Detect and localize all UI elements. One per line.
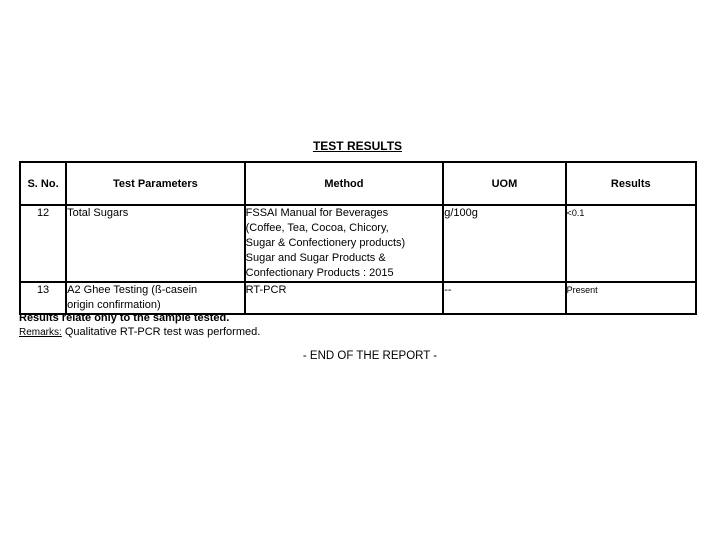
end-of-report: - END OF THE REPORT - <box>302 350 438 362</box>
method-line: (Coffee, Tea, Cocoa, Chicory, <box>245 222 389 234</box>
parameter-line: A2 Ghee Testing (ß-casein <box>67 284 198 296</box>
results-table <box>19 161 697 315</box>
method-line: RT-PCR <box>245 284 287 296</box>
cell-parameter <box>66 205 245 282</box>
report-title: TEST RESULTS <box>312 139 403 153</box>
method-line: Confectionary Products : 2015 <box>245 267 394 279</box>
col-header-parameters: Test Parameters <box>66 162 245 205</box>
cell-parameter <box>66 282 245 314</box>
cell-method <box>245 205 444 282</box>
remarks-text: Qualitative RT-PCR test was performed. <box>61 326 261 338</box>
cell-uom: -- <box>443 282 565 314</box>
table-row <box>20 205 696 282</box>
results-note: Results relate only to the sample tested. <box>19 312 230 324</box>
cell-method <box>245 282 444 314</box>
table-row <box>20 282 696 314</box>
col-header-results: Results <box>566 162 696 205</box>
cell-sno: 12 <box>20 205 66 282</box>
parameter-line: Total Sugars <box>67 207 129 219</box>
col-header-uom: UOM <box>443 162 565 205</box>
cell-sno: 13 <box>20 282 66 314</box>
col-header-method: Method <box>245 162 444 205</box>
cell-result: Present <box>566 282 696 314</box>
col-header-sno: S. No. <box>20 162 66 205</box>
method-line: Sugar & Confectionery products) <box>245 237 406 249</box>
method-line: FSSAI Manual for Beverages <box>245 207 389 219</box>
cell-result: <0.1 <box>566 205 696 282</box>
remarks-label: Remarks: <box>19 327 62 338</box>
method-line: Sugar and Sugar Products & <box>245 252 386 264</box>
remarks <box>19 326 260 338</box>
parameter-line: origin confirmation) <box>67 299 161 311</box>
cell-uom: g/100g <box>443 205 565 282</box>
table-header-row <box>20 162 696 205</box>
